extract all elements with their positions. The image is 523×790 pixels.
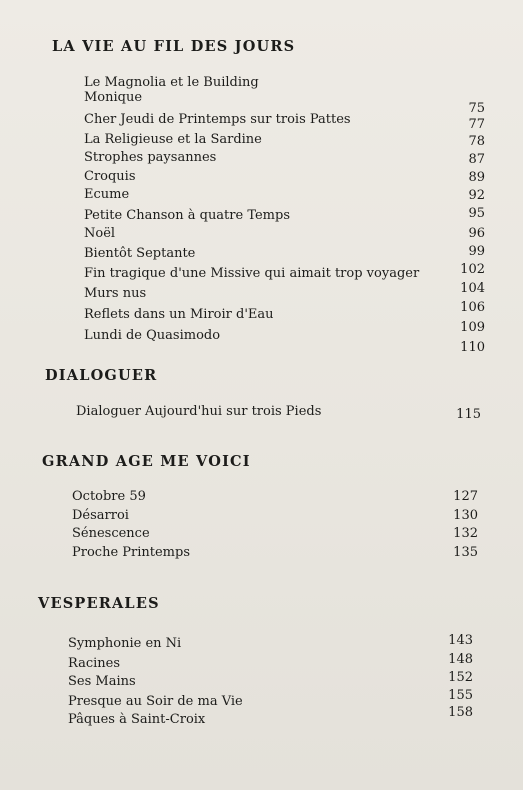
toc-entry (84, 297, 485, 322)
toc-entry (84, 242, 485, 261)
entry-page: 106 (460, 300, 485, 315)
toc-entry (84, 112, 485, 131)
toc-entry (84, 260, 485, 279)
toc-section-la-vie (0, 38, 523, 353)
section-heading: DIALOGUER (45, 367, 158, 384)
toc-section-vesperales (0, 595, 523, 725)
entry-title: Croquis (84, 168, 136, 184)
entry-title: Lundi de Quasimodo (84, 327, 221, 343)
toc-entry (68, 688, 473, 707)
toc-entry (84, 74, 485, 93)
entry-page: 104 (460, 280, 485, 296)
toc-entry (72, 488, 478, 507)
entry-page: 102 (460, 262, 485, 277)
toc-entry (84, 186, 485, 205)
entry-page: 135 (453, 544, 478, 560)
toc-entry (84, 205, 485, 224)
entry-list (84, 75, 485, 353)
entry-title: Monique (84, 89, 143, 105)
entry-title: Reflets dans un Miroir d'Eau (84, 307, 274, 322)
toc-entry (72, 525, 478, 544)
entry-page: 92 (468, 188, 485, 203)
entry-title: Ecume (84, 187, 130, 202)
toc-entry (68, 651, 473, 670)
entry-title: Proche Printemps (72, 544, 190, 560)
entry-page: 132 (453, 526, 478, 541)
toc-entry (72, 544, 478, 563)
entry-page: 110 (460, 340, 485, 355)
entry-page: 99 (468, 243, 485, 259)
toc-entry (84, 279, 485, 301)
toc-entry (68, 706, 473, 725)
toc-entry (76, 403, 481, 422)
entry-page: 143 (448, 633, 473, 648)
entry-title: Noël (84, 226, 116, 241)
entry-page: 78 (468, 133, 485, 149)
toc-entry (84, 89, 485, 116)
entry-page: 96 (468, 226, 485, 241)
toc-entry (68, 669, 473, 688)
entry-page: 158 (448, 705, 473, 720)
entry-page: 152 (448, 670, 473, 685)
entry-title: Bientôt Septante (84, 245, 196, 261)
entry-title: Sénescence (72, 526, 150, 541)
entry-page: 127 (453, 489, 478, 504)
entry-list (76, 403, 481, 422)
entry-title: Ses Mains (68, 674, 136, 689)
toc-entry (84, 149, 485, 168)
section-heading: LA VIE AU FIL DES JOURS (52, 38, 296, 55)
entry-title: Pâques à Saint-Croix (68, 712, 206, 727)
entry-page: 148 (448, 651, 473, 667)
entry-title: Fin tragique d'une Missive qui aimait trop voyager (84, 266, 420, 281)
entry-page: 89 (468, 169, 485, 185)
entry-title: Dialoguer Aujourd'hui sur trois Pieds (76, 404, 322, 419)
entry-page: 109 (460, 319, 485, 335)
entry-page: 77 (468, 117, 485, 132)
entry-title: Cher Jeudi de Printemps sur trois Pattes (84, 112, 351, 127)
entry-title: Désarroi (72, 507, 129, 523)
entry-title: Le Magnolia et le Building (84, 75, 259, 90)
toc-entry (84, 334, 485, 353)
entry-page: 87 (468, 152, 485, 167)
section-heading: GRAND AGE ME VOICI (42, 453, 251, 470)
entry-title: Petite Chanson à quatre Temps (84, 207, 291, 223)
entry-title: Strophes paysannes (84, 150, 217, 165)
entry-title: Racines (68, 655, 121, 671)
entry-title: Symphonie en Ni (68, 636, 182, 651)
entry-title: La Religieuse et la Sardine (84, 131, 262, 147)
entry-list (68, 632, 473, 725)
toc-section-grand-age (0, 453, 523, 562)
entry-list (72, 488, 478, 562)
entry-title: Murs nus (84, 285, 147, 301)
entry-page: 75 (468, 100, 485, 116)
section-heading: VESPERALES (38, 595, 160, 612)
entry-page: 115 (456, 407, 481, 422)
toc-entry (84, 223, 485, 242)
toc-entry (84, 168, 485, 187)
toc-entry (84, 131, 485, 150)
toc-entry (72, 507, 478, 526)
toc-entry (84, 316, 485, 343)
toc-section-dialoguer (0, 367, 523, 422)
entry-page: 155 (448, 687, 473, 703)
toc-entry (68, 632, 473, 651)
entry-title: Octobre 59 (72, 489, 146, 504)
entry-page: 130 (453, 507, 478, 523)
entry-title: Presque au Soir de ma Vie (68, 693, 243, 709)
entry-page: 95 (468, 205, 485, 221)
